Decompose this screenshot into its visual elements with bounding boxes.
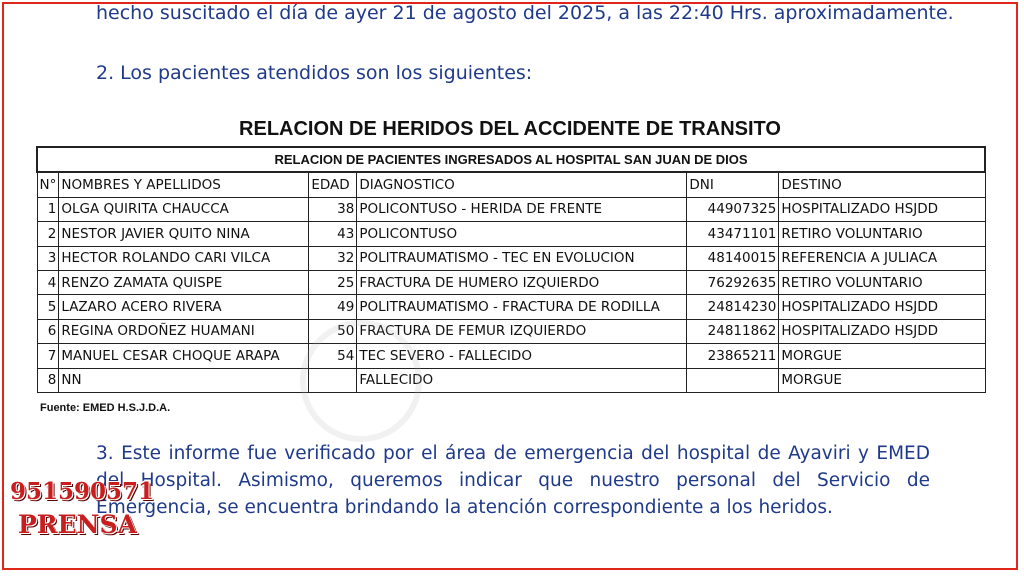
table-cell-name: NN: [59, 368, 309, 392]
table-cell-dest: HOSPITALIZADO HSJDD: [779, 319, 985, 343]
table-cell-dest: REFERENCIA A JULIACA: [779, 246, 985, 270]
table-row: [37, 222, 985, 246]
table-cell-name: OLGA QUIRITA CHAUCCA: [59, 197, 309, 221]
table-cell-diag: POLICONTUSO - HERIDA DE FRENTE: [357, 197, 687, 221]
table-row: [37, 319, 985, 343]
table-cell-diag: POLICONTUSO: [357, 222, 687, 246]
table-row: [37, 197, 985, 221]
table-header-row: [37, 172, 985, 197]
table-cell-dni: 44907325: [687, 197, 779, 221]
table-cell-name: RENZO ZAMATA QUISPE: [59, 270, 309, 294]
table-cell-n: 7: [37, 344, 59, 368]
table-cell-name: REGINA ORDOÑEZ HUAMANI: [59, 319, 309, 343]
table-cell-n: 3: [37, 246, 59, 270]
table-cell-name: HECTOR ROLANDO CARI VILCA: [59, 246, 309, 270]
watermark-logo: [300, 320, 422, 442]
table-cell-edad: 32: [309, 246, 357, 270]
table-cell-edad: 50: [309, 319, 357, 343]
table-cell-n: 1: [37, 197, 59, 221]
table-row: [37, 368, 985, 392]
table-cell-name: MANUEL CESAR CHOQUE ARAPA: [59, 344, 309, 368]
table-cell-dni: 43471101: [687, 222, 779, 246]
table-title: RELACION DE HERIDOS DEL ACCIDENTE DE TRANSITO: [239, 118, 781, 140]
header-age: EDAD: [309, 172, 357, 197]
table-cell-edad: 49: [309, 295, 357, 319]
table-cell-n: 4: [37, 270, 59, 294]
table-cell-dni: 24811862: [687, 319, 779, 343]
table-cell-edad: 25: [309, 270, 357, 294]
table-cell-dni: 76292635: [687, 270, 779, 294]
header-name: NOMBRES Y APELLIDOS: [59, 172, 309, 197]
header-n: N°: [37, 172, 59, 197]
table-cell-dest: MORGUE: [779, 344, 985, 368]
table-cell-diag: FRACTURA DE HUMERO IZQUIERDO: [357, 270, 687, 294]
table-row: [37, 295, 985, 319]
table-cell-name: LAZARO ACERO RIVERA: [59, 295, 309, 319]
table-row: [37, 246, 985, 270]
header-destination: DESTINO: [779, 172, 985, 197]
table-cell-edad: 43: [309, 222, 357, 246]
table-cell-n: 6: [37, 319, 59, 343]
table-subtitle: RELACION DE PACIENTES INGRESADOS AL HOSPITAL SAN JUAN DE DIOS: [37, 147, 985, 172]
table-cell-n: 2: [37, 222, 59, 246]
table-cell-name: NESTOR JAVIER QUITO NINA: [59, 222, 309, 246]
table-subtitle-row: [37, 147, 985, 172]
table-cell-dni: 23865211: [687, 344, 779, 368]
table-source: Fuente: EMED H.S.J.D.A.: [40, 402, 171, 414]
table-row: [37, 270, 985, 294]
table-cell-dest: RETIRO VOLUNTARIO: [779, 222, 985, 246]
table-cell-dest: HOSPITALIZADO HSJDD: [779, 295, 985, 319]
table-cell-diag: FRACTURA DE FEMUR IZQUIERDO: [357, 319, 687, 343]
patients-table: [36, 146, 986, 393]
table-cell-diag: FALLECIDO: [357, 368, 687, 392]
table-cell-edad: 54: [309, 344, 357, 368]
paragraph-patients-intro: 2. Los pacientes atendidos son los siguientes:: [96, 62, 533, 84]
table-cell-dest: HOSPITALIZADO HSJDD: [779, 197, 985, 221]
table-cell-dni: 24814230: [687, 295, 779, 319]
stamp-label: PRENSA: [18, 510, 137, 539]
table-cell-diag: POLITRAUMATISMO - FRACTURA DE RODILLA: [357, 295, 687, 319]
header-diagnosis: DIAGNOSTICO: [357, 172, 687, 197]
table-cell-dni: 48140015: [687, 246, 779, 270]
header-dni: DNI: [687, 172, 779, 197]
table-cell-dest: RETIRO VOLUNTARIO: [779, 270, 985, 294]
table-cell-edad: 38: [309, 197, 357, 221]
table-cell-dni: [687, 368, 779, 392]
paragraph-incident-date: hecho suscitado el día de ayer 21 de agosto del 2025, a las 22:40 Hrs. aproximadamente.: [96, 2, 954, 24]
paragraph-verification: 3. Este informe fue verificado por el área de emergencia del hospital de Ayaviri y EMED del Hospital. Asimismo, queremos indicar que nuestro personal del Servicio de Emergencia, se encuentra brindando la atención correspondiente a los heridos.: [96, 443, 930, 518]
table-cell-n: 5: [37, 295, 59, 319]
table-cell-dest: MORGUE: [779, 368, 985, 392]
table-cell-diag: POLITRAUMATISMO - TEC EN EVOLUCION: [357, 246, 687, 270]
table-cell-n: 8: [37, 368, 59, 392]
table-row: [37, 344, 985, 368]
table-cell-diag: TEC SEVERO - FALLECIDO: [357, 344, 687, 368]
stamp-phone: 951590571: [10, 478, 155, 505]
